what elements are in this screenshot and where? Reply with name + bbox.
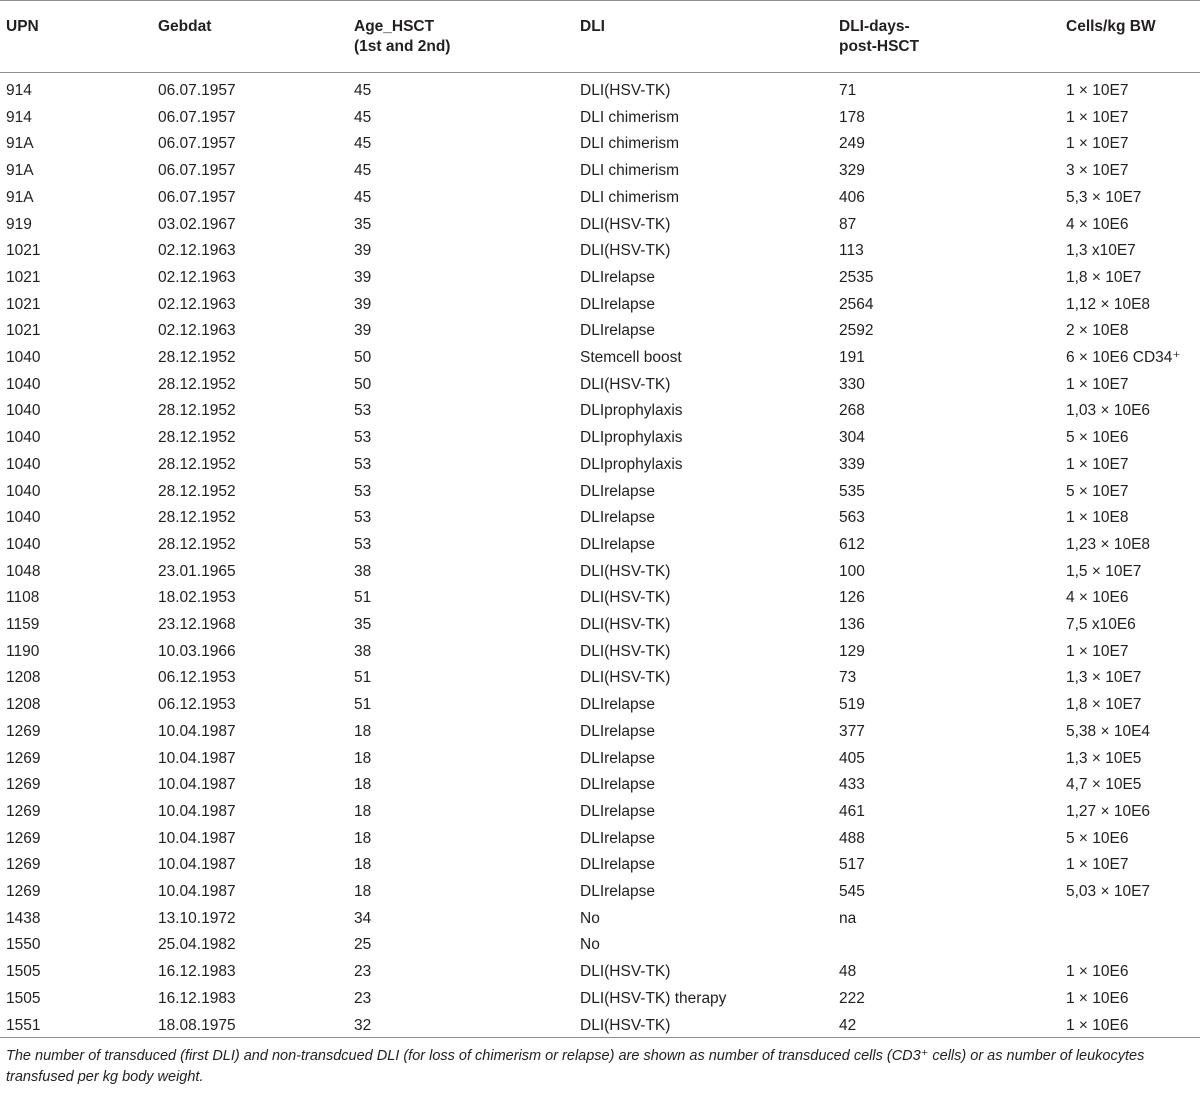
dli-cell: DLIrelapse xyxy=(580,749,655,767)
age-cell: 53 xyxy=(354,509,372,527)
table-row xyxy=(0,882,1200,909)
dli-cell: DLI chimerism xyxy=(580,162,680,180)
cells-cell: 4 × 10E6 xyxy=(1066,589,1129,607)
header-rule xyxy=(0,72,1200,73)
cells-cell: 3 × 10E7 xyxy=(1066,162,1129,180)
upn-cell: 1269 xyxy=(6,802,41,820)
gebdat-cell: 16.12.1983 xyxy=(158,989,236,1007)
table-row xyxy=(0,935,1200,962)
cells-cell: 1 × 10E6 xyxy=(1066,1016,1129,1034)
days-cell: 545 xyxy=(839,883,865,900)
days-cell: 191 xyxy=(839,349,865,366)
table-row xyxy=(0,615,1200,642)
bottom-rule xyxy=(0,1037,1200,1038)
days-cell: 126 xyxy=(839,589,865,607)
header-dli: DLI xyxy=(580,18,605,35)
dli-cell: DLIrelapse xyxy=(580,268,655,286)
upn-cell: 1269 xyxy=(6,776,41,794)
days-cell: 136 xyxy=(839,616,865,633)
table-row xyxy=(0,108,1200,135)
dli-cell: DLIrelapse xyxy=(580,722,655,740)
table-row xyxy=(0,268,1200,295)
age-cell: 38 xyxy=(354,562,372,580)
gebdat-cell: 28.12.1952 xyxy=(158,375,236,393)
gebdat-cell: 28.12.1952 xyxy=(158,429,236,447)
dli-cell: DLIrelapse xyxy=(580,482,655,500)
age-cell: 35 xyxy=(354,215,372,233)
table-row xyxy=(0,695,1200,722)
table-row xyxy=(0,668,1200,695)
upn-cell: 91A xyxy=(6,188,34,206)
gebdat-cell: 10.04.1987 xyxy=(158,722,236,740)
age-cell: 39 xyxy=(354,322,372,340)
table-row xyxy=(0,989,1200,1016)
age-cell: 32 xyxy=(354,1016,372,1034)
table-row xyxy=(0,535,1200,562)
upn-cell: 1040 xyxy=(6,402,41,420)
table-row xyxy=(0,1016,1200,1043)
dli-cell: DLI(HSV-TK) therapy xyxy=(580,989,727,1007)
upn-cell: 91A xyxy=(6,162,34,180)
upn-cell: 1550 xyxy=(6,936,41,954)
days-cell: 488 xyxy=(839,829,865,847)
dli-cell: DLI chimerism xyxy=(580,135,680,153)
days-cell: 612 xyxy=(839,535,865,553)
upn-cell: 1040 xyxy=(6,375,41,393)
gebdat-cell: 06.12.1953 xyxy=(158,696,236,714)
table-row xyxy=(0,722,1200,749)
upn-cell: 919 xyxy=(6,215,32,233)
upn-cell: 1040 xyxy=(6,349,41,366)
days-cell: 87 xyxy=(839,215,857,233)
upn-cell: 91A xyxy=(6,135,34,153)
gebdat-cell: 10.04.1987 xyxy=(158,749,236,767)
days-cell: 517 xyxy=(839,856,865,874)
upn-cell: 1208 xyxy=(6,669,41,687)
dli-cell: Stemcell boost xyxy=(580,349,682,366)
upn-cell: 1040 xyxy=(6,455,41,473)
dli-cell: DLIrelapse xyxy=(580,295,655,313)
gebdat-cell: 28.12.1952 xyxy=(158,349,236,366)
days-cell: 113 xyxy=(839,242,864,260)
days-cell: 519 xyxy=(839,696,865,714)
days-cell: na xyxy=(839,909,857,927)
age-cell: 18 xyxy=(354,802,372,820)
table-row xyxy=(0,401,1200,428)
days-cell: 2564 xyxy=(839,295,874,313)
gebdat-cell: 06.07.1957 xyxy=(158,162,236,180)
gebdat-cell: 06.07.1957 xyxy=(158,135,236,153)
days-cell: 222 xyxy=(839,989,865,1007)
age-cell: 45 xyxy=(354,108,372,126)
dli-cell: DLI(HSV-TK) xyxy=(580,616,671,633)
days-cell: 71 xyxy=(839,82,857,99)
gebdat-cell: 06.12.1953 xyxy=(158,669,236,687)
cells-cell: 1 × 10E6 xyxy=(1066,989,1129,1007)
table-row xyxy=(0,215,1200,242)
upn-cell: 914 xyxy=(6,82,32,99)
dli-cell: DLI(HSV-TK) xyxy=(580,642,671,660)
upn-cell: 1021 xyxy=(6,322,41,340)
gebdat-cell: 18.08.1975 xyxy=(158,1016,236,1034)
upn-cell: 1551 xyxy=(6,1016,41,1034)
cells-cell: 1 × 10E8 xyxy=(1066,509,1129,527)
cells-cell: 1 × 10E7 xyxy=(1066,455,1129,473)
age-cell: 50 xyxy=(354,349,372,366)
gebdat-cell: 10.04.1987 xyxy=(158,802,236,820)
age-cell: 51 xyxy=(354,696,372,714)
dli-cell: DLI(HSV-TK) xyxy=(580,562,671,580)
cells-cell: 1,5 × 10E7 xyxy=(1066,562,1142,580)
cells-cell: 1,3 × 10E7 xyxy=(1066,669,1142,687)
upn-cell: 1190 xyxy=(6,642,40,660)
days-cell: 330 xyxy=(839,375,865,393)
dli-cell: DLIrelapse xyxy=(580,802,655,820)
table-row xyxy=(0,375,1200,402)
dli-cell: DLI(HSV-TK) xyxy=(580,669,671,687)
gebdat-cell: 06.07.1957 xyxy=(158,108,236,126)
age-cell: 53 xyxy=(354,535,372,553)
days-cell: 268 xyxy=(839,402,865,420)
dli-cell: DLI(HSV-TK) xyxy=(580,242,671,260)
dli-cell: DLI chimerism xyxy=(580,188,680,206)
cells-cell: 1 × 10E7 xyxy=(1066,108,1129,126)
dli-cell: DLI(HSV-TK) xyxy=(580,375,671,393)
age-cell: 45 xyxy=(354,188,372,206)
cells-cell: 5 × 10E6 xyxy=(1066,429,1129,447)
table-row xyxy=(0,855,1200,882)
cells-cell: 5,38 × 10E4 xyxy=(1066,722,1151,740)
gebdat-cell: 02.12.1963 xyxy=(158,295,236,313)
table-row xyxy=(0,962,1200,989)
gebdat-cell: 02.12.1963 xyxy=(158,268,236,286)
table-row xyxy=(0,642,1200,669)
gebdat-cell: 10.04.1987 xyxy=(158,856,236,874)
age-cell: 50 xyxy=(354,375,372,393)
age-cell: 38 xyxy=(354,642,372,660)
dli-cell: DLIrelapse xyxy=(580,696,655,714)
cells-cell: 1,8 × 10E7 xyxy=(1066,268,1142,286)
table-row xyxy=(0,241,1200,268)
age-cell: 45 xyxy=(354,162,372,180)
dli-cell: DLIrelapse xyxy=(580,829,655,847)
gebdat-cell: 28.12.1952 xyxy=(158,455,236,473)
upn-cell: 1040 xyxy=(6,535,41,553)
age-cell: 18 xyxy=(354,856,372,874)
gebdat-cell: 06.07.1957 xyxy=(158,188,236,206)
table-row xyxy=(0,909,1200,936)
days-cell: 406 xyxy=(839,188,865,206)
gebdat-cell: 23.12.1968 xyxy=(158,616,236,633)
cells-cell: 1,12 × 10E8 xyxy=(1066,295,1151,313)
gebdat-cell: 03.02.1967 xyxy=(158,215,236,233)
days-cell: 73 xyxy=(839,669,857,687)
age-cell: 35 xyxy=(354,616,372,633)
table-row xyxy=(0,749,1200,776)
header-gebdat: Gebdat xyxy=(158,18,212,35)
upn-cell: 1505 xyxy=(6,989,41,1007)
table-row xyxy=(0,455,1200,482)
dli-cell: DLIprophylaxis xyxy=(580,402,683,420)
dli-cell: DLI chimerism xyxy=(580,108,680,126)
cells-cell: 5,03 × 10E7 xyxy=(1066,883,1151,900)
table-row xyxy=(0,508,1200,535)
table-row xyxy=(0,161,1200,188)
days-cell: 563 xyxy=(839,509,865,527)
dli-cell: DLIprophylaxis xyxy=(580,429,683,447)
cells-cell: 5,3 × 10E7 xyxy=(1066,188,1142,206)
cells-cell: 1 × 10E7 xyxy=(1066,82,1129,99)
age-cell: 51 xyxy=(354,669,372,687)
days-cell: 249 xyxy=(839,135,865,153)
cells-cell: 1,3 x10E7 xyxy=(1066,242,1136,260)
upn-cell: 1021 xyxy=(6,295,41,313)
days-cell: 2592 xyxy=(839,322,874,340)
gebdat-cell: 23.01.1965 xyxy=(158,562,236,580)
table-row xyxy=(0,428,1200,455)
header-dli-days: DLI-days- post-HSCT xyxy=(839,18,920,55)
gebdat-cell: 18.02.1953 xyxy=(158,589,236,607)
age-cell: 18 xyxy=(354,776,372,794)
upn-cell: 1159 xyxy=(6,616,40,633)
cells-cell: 1 × 10E7 xyxy=(1066,135,1129,153)
table-row xyxy=(0,321,1200,348)
cells-cell: 5 × 10E7 xyxy=(1066,482,1129,500)
cells-cell: 1 × 10E7 xyxy=(1066,642,1129,660)
days-cell: 304 xyxy=(839,429,865,447)
age-cell: 18 xyxy=(354,722,372,740)
days-cell: 329 xyxy=(839,162,865,180)
days-cell: 100 xyxy=(839,562,865,580)
table-row xyxy=(0,829,1200,856)
upn-cell: 1040 xyxy=(6,482,41,500)
cells-cell: 1,8 × 10E7 xyxy=(1066,696,1142,714)
table-row xyxy=(0,588,1200,615)
dli-cell: DLIrelapse xyxy=(580,776,655,794)
upn-cell: 1040 xyxy=(6,509,41,527)
age-cell: 23 xyxy=(354,989,372,1007)
gebdat-cell: 28.12.1952 xyxy=(158,482,236,500)
age-cell: 39 xyxy=(354,268,372,286)
age-cell: 53 xyxy=(354,455,372,473)
cells-cell: 1 × 10E6 xyxy=(1066,963,1129,981)
age-cell: 45 xyxy=(354,135,372,153)
dli-cell: DLI(HSV-TK) xyxy=(580,82,671,99)
upn-cell: 914 xyxy=(6,108,32,126)
upn-cell: 1208 xyxy=(6,696,41,714)
upn-cell: 1269 xyxy=(6,749,41,767)
gebdat-cell: 10.04.1987 xyxy=(158,829,236,847)
dli-cell: DLIrelapse xyxy=(580,535,655,553)
age-cell: 45 xyxy=(354,82,372,99)
days-cell: 535 xyxy=(839,482,865,500)
cells-cell: 1,03 × 10E6 xyxy=(1066,402,1151,420)
days-cell: 48 xyxy=(839,963,857,981)
dli-cell: DLI(HSV-TK) xyxy=(580,589,671,607)
table-row xyxy=(0,295,1200,322)
age-cell: 18 xyxy=(354,749,372,767)
gebdat-cell: 25.04.1982 xyxy=(158,936,236,954)
gebdat-cell: 06.07.1957 xyxy=(158,82,236,99)
cells-cell: 4,7 × 10E5 xyxy=(1066,776,1142,794)
header-cells-kg: Cells/kg BW xyxy=(1066,18,1156,35)
days-cell: 461 xyxy=(839,802,865,820)
upn-cell: 1021 xyxy=(6,268,41,286)
age-cell: 34 xyxy=(354,909,372,927)
table-row xyxy=(0,482,1200,509)
days-cell: 377 xyxy=(839,722,865,740)
dli-cell: DLIrelapse xyxy=(580,856,655,874)
age-cell: 53 xyxy=(354,402,372,420)
upn-cell: 1505 xyxy=(6,963,41,981)
age-cell: 18 xyxy=(354,883,372,900)
dli-cell: No xyxy=(580,936,600,954)
days-cell: 339 xyxy=(839,455,865,473)
table-row xyxy=(0,802,1200,829)
gebdat-cell: 28.12.1952 xyxy=(158,509,236,527)
table-row xyxy=(0,134,1200,161)
table-footnote: The number of transduced (first DLI) and non-transdcued DLI (for loss of chimerism or relapse) are shown as number of transduced cells (CD3⁺ cells) or as number of leukocytes transfused per kg body weight. xyxy=(6,1048,1145,1085)
dli-cell: DLIrelapse xyxy=(580,509,655,527)
cells-cell: 1,23 × 10E8 xyxy=(1066,535,1151,553)
days-cell: 42 xyxy=(839,1016,857,1034)
gebdat-cell: 10.03.1966 xyxy=(158,642,236,660)
cells-cell: 1 × 10E7 xyxy=(1066,856,1129,874)
header-age-hsct: Age_HSCT (1st and 2nd) xyxy=(354,18,451,55)
upn-cell: 1269 xyxy=(6,883,41,900)
table-row xyxy=(0,188,1200,215)
table-row xyxy=(0,81,1200,108)
gebdat-cell: 10.04.1987 xyxy=(158,883,236,900)
upn-cell: 1040 xyxy=(6,429,41,447)
dli-cell: DLIrelapse xyxy=(580,322,655,340)
cells-cell: 5 × 10E6 xyxy=(1066,829,1129,847)
gebdat-cell: 13.10.1972 xyxy=(158,909,236,927)
days-cell: 2535 xyxy=(839,268,874,286)
gebdat-cell: 10.04.1987 xyxy=(158,776,236,794)
age-cell: 23 xyxy=(354,963,372,981)
top-rule xyxy=(0,0,1200,1)
cells-cell: 1,3 × 10E5 xyxy=(1066,749,1142,767)
table-row xyxy=(0,775,1200,802)
upn-cell: 1269 xyxy=(6,856,41,874)
age-cell: 39 xyxy=(354,295,372,313)
dli-cell: DLIrelapse xyxy=(580,883,655,900)
cells-cell: 4 × 10E6 xyxy=(1066,215,1129,233)
gebdat-cell: 28.12.1952 xyxy=(158,535,236,553)
table-row xyxy=(0,562,1200,589)
dli-cell: DLI(HSV-TK) xyxy=(580,963,671,981)
upn-cell: 1048 xyxy=(6,562,41,580)
gebdat-cell: 02.12.1963 xyxy=(158,322,236,340)
dli-cell: DLI(HSV-TK) xyxy=(580,1016,671,1034)
upn-cell: 1269 xyxy=(6,722,41,740)
age-cell: 53 xyxy=(354,482,372,500)
days-cell: 405 xyxy=(839,749,865,767)
table-row xyxy=(0,348,1200,375)
dli-cell: DLI(HSV-TK) xyxy=(580,215,671,233)
age-cell: 51 xyxy=(354,589,372,607)
age-cell: 39 xyxy=(354,242,372,260)
age-cell: 53 xyxy=(354,429,372,447)
gebdat-cell: 16.12.1983 xyxy=(158,963,236,981)
age-cell: 25 xyxy=(354,936,372,954)
cells-cell: 1,27 × 10E6 xyxy=(1066,802,1151,820)
cells-cell: 2 × 10E8 xyxy=(1066,322,1129,340)
upn-cell: 1438 xyxy=(6,909,41,927)
dli-cell: DLIprophylaxis xyxy=(580,455,683,473)
cells-cell: 1 × 10E7 xyxy=(1066,375,1129,393)
gebdat-cell: 02.12.1963 xyxy=(158,242,236,260)
cells-cell: 6 × 10E6 CD34⁺ xyxy=(1066,349,1181,366)
dli-cell: No xyxy=(580,909,600,927)
gebdat-cell: 28.12.1952 xyxy=(158,402,236,420)
upn-cell: 1269 xyxy=(6,829,41,847)
age-cell: 18 xyxy=(354,829,372,847)
days-cell: 178 xyxy=(839,108,865,126)
days-cell: 433 xyxy=(839,776,865,794)
upn-cell: 1021 xyxy=(6,242,41,260)
cells-cell: 7,5 x10E6 xyxy=(1066,616,1136,633)
header-upn: UPN xyxy=(6,18,39,35)
upn-cell: 1108 xyxy=(6,589,40,607)
days-cell: 129 xyxy=(839,642,865,660)
